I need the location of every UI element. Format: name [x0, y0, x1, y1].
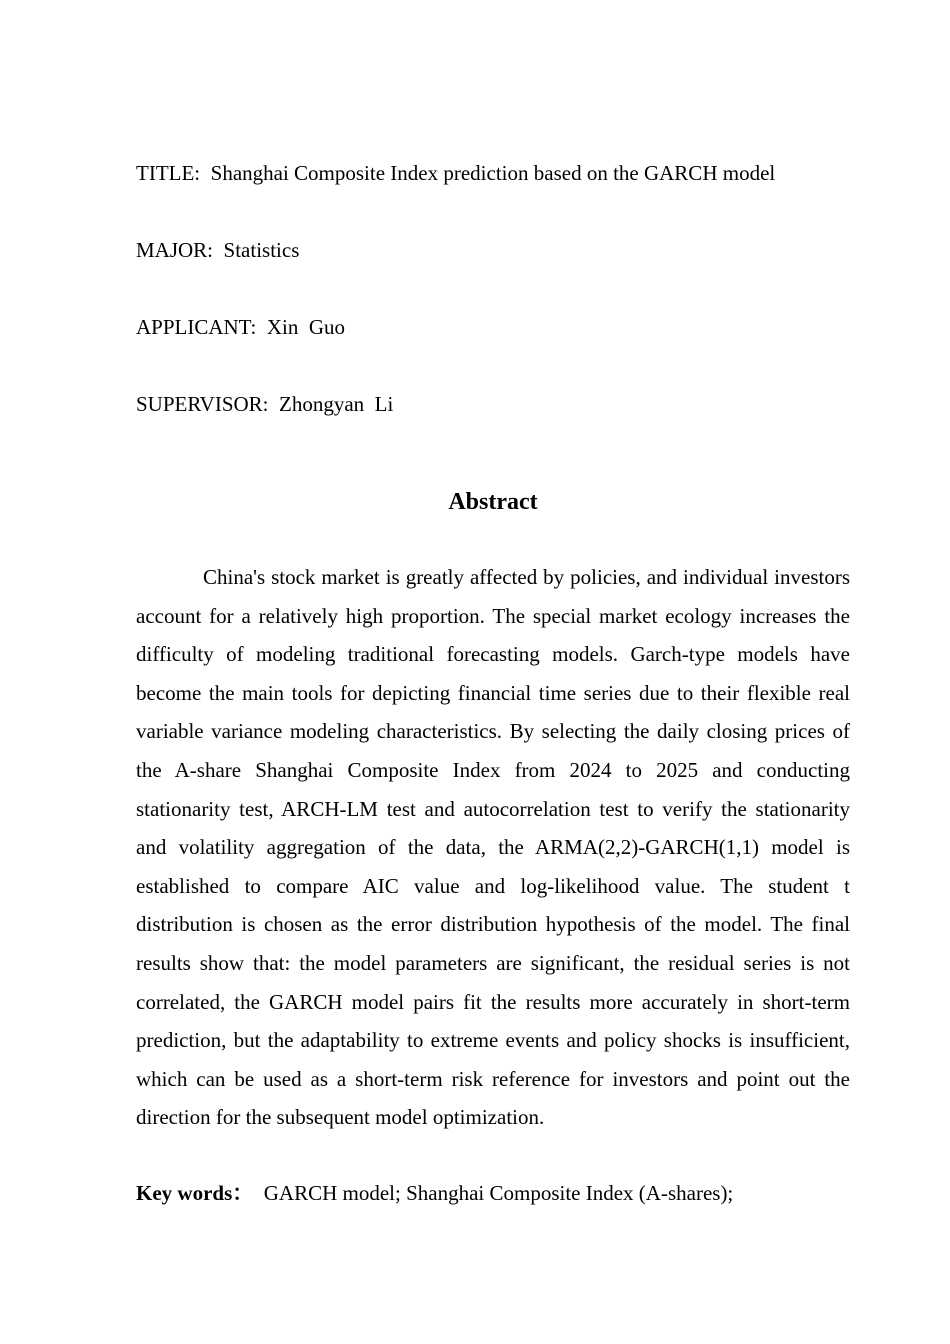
major-label: MAJOR:: [136, 238, 214, 262]
major-line: [136, 238, 299, 262]
supervisor-label: SUPERVISOR:: [136, 392, 269, 416]
major-value: Statistics: [223, 238, 300, 262]
abstract-body: China's stock market is greatly affected by policies, and individual investors account for a relatively high proportion. The special market ecology increases the difficulty of modeling traditional forecasting models. Garch-type models have become the main tools for depicting financial time series due to their flexible real variable variance modeling characteristics. By selecting the daily closing prices of the A-share Shanghai Composite Index from 2024 to 2025 and conducting stationarity test, ARCH-LM test and autocorrelation test to verify the stationarity and volatility aggregation of the data, the ARMA(2,2)-GARCH(1,1) model is established to compare AIC value and log-likelihood value. The student t distribution is chosen as the error distribution hypothesis of the model. The final results show that: the model parameters are significant, the residual series is not correlated, the GARCH model pairs fit the results more accurately in short-term prediction, but the adaptability to extreme events and policy shocks is insufficient, which can be used as a short-term risk reference for investors and point out the direction for the subsequent model optimization.: [136, 565, 850, 1130]
abstract-heading: Abstract: [448, 489, 538, 515]
applicant-label: APPLICANT:: [136, 315, 257, 339]
keywords-line: [136, 1180, 733, 1206]
title-value: Shanghai Composite Index prediction based on the GARCH model: [210, 161, 776, 185]
keywords-value: GARCH model; Shanghai Composite Index (A-shares);: [263, 1181, 734, 1205]
applicant-value: Xin Guo: [266, 315, 345, 339]
supervisor-value: Zhongyan Li: [279, 392, 394, 416]
supervisor-line: [136, 392, 393, 416]
title-label: TITLE:: [136, 161, 201, 185]
title-line: [136, 161, 775, 185]
applicant-line: [136, 315, 345, 339]
keywords-label: Key words：: [136, 1181, 254, 1205]
